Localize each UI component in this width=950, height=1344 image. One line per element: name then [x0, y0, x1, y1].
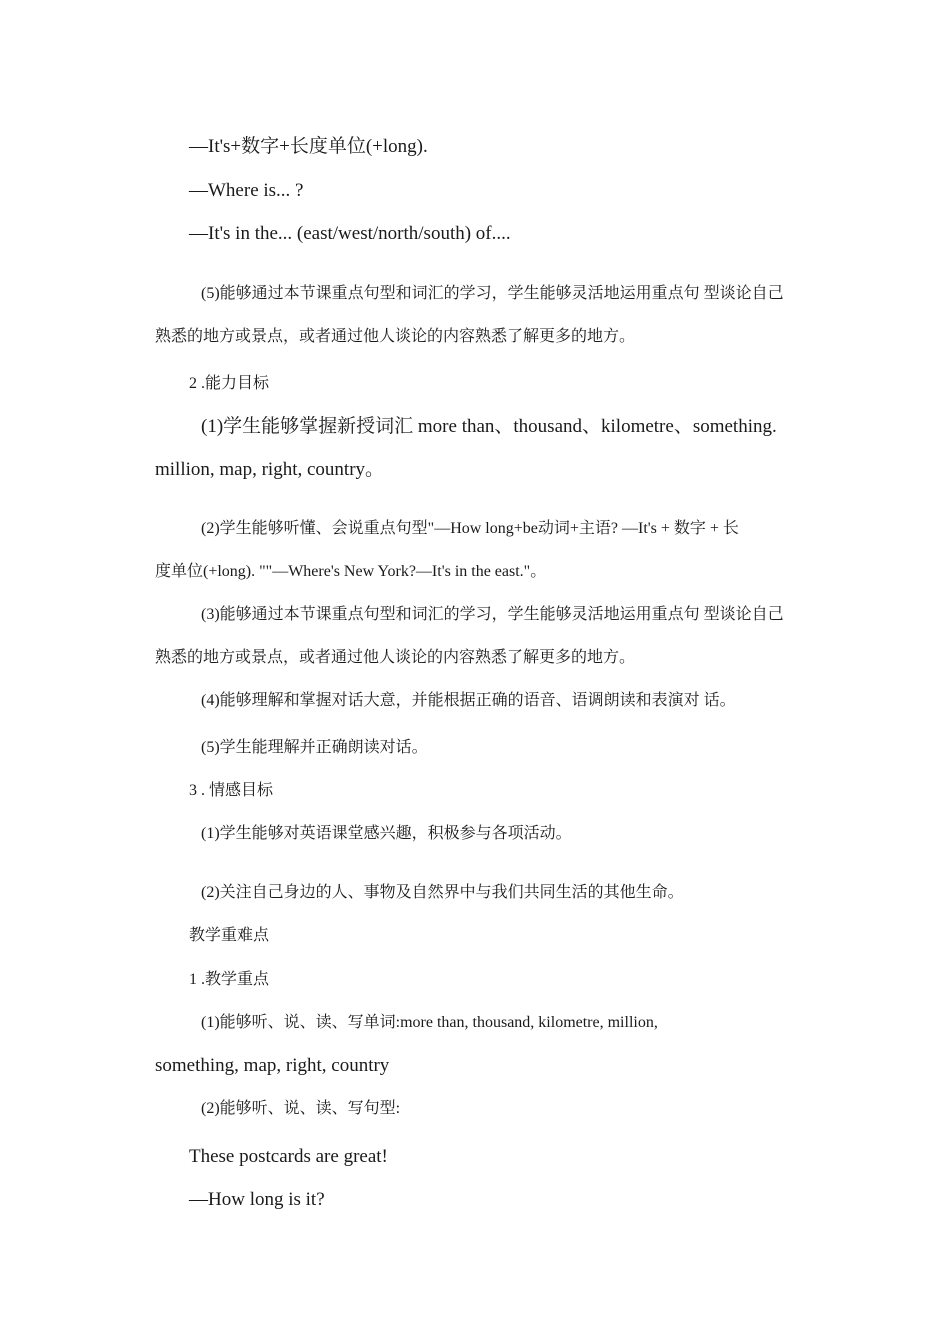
- paragraph-line: 熟悉的地方或景点，或者通过他人谈论的内容熟悉了解更多的地方。: [155, 649, 636, 666]
- paragraph-line: 熟悉的地方或景点，或者通过他人谈论的内容熟悉了解更多的地方。: [155, 328, 636, 345]
- paragraph-line: million, map, right, country。: [155, 459, 385, 480]
- example-sentence: —How long is it?: [189, 1189, 325, 1210]
- paragraph-line: 度单位(+long). ""—Where's New York?—It's in the east."。: [155, 563, 547, 580]
- paragraph-line: (5)能够通过本节课重点句型和词汇的学习，学生能够灵活地运用重点句 型谈论自己: [201, 285, 784, 302]
- paragraph-line: (4)能够理解和掌握对话大意，并能根据正确的语音、语调朗读和表演对 话。: [201, 692, 736, 709]
- paragraph-line: (1)能够听、说、读、写单词:more than, thousand, kilometre, million,: [201, 1014, 658, 1031]
- paragraph-line: (2)能够听、说、读、写句型:: [201, 1100, 401, 1117]
- section-heading: 3 . 情感目标: [189, 782, 274, 799]
- paragraph-line: (2)学生能够听懂、会说重点句型"—How long+be动词+主语? —It's + 数字 + 长: [201, 520, 739, 537]
- paragraph-line: (1)学生能够掌握新授词汇 more than、thousand、kilometre、something.: [201, 416, 777, 437]
- section-heading: 教学重难点: [189, 927, 270, 944]
- paragraph-line: (5)学生能理解并正确朗读对话。: [201, 739, 428, 756]
- paragraph-line: (3)能够通过本节课重点句型和词汇的学习，学生能够灵活地运用重点句 型谈论自己: [201, 606, 784, 623]
- example-sentence: —Where is... ?: [189, 180, 304, 201]
- paragraph-line: something, map, right, country: [155, 1055, 390, 1076]
- example-sentence: These postcards are great!: [189, 1146, 388, 1167]
- paragraph-line: (1)学生能够对英语课堂感兴趣，积极参与各项活动。: [201, 825, 572, 842]
- example-sentence: —It's in the... (east/west/north/south) of....: [189, 223, 511, 244]
- section-heading: 2 .能力目标: [189, 375, 270, 392]
- section-heading: 1 .教学重点: [189, 971, 270, 988]
- paragraph-line: (2)关注自己身边的人、事物及自然界中与我们共同生活的其他生命。: [201, 884, 684, 901]
- example-sentence: —It's+数字+长度单位(+long).: [189, 136, 428, 157]
